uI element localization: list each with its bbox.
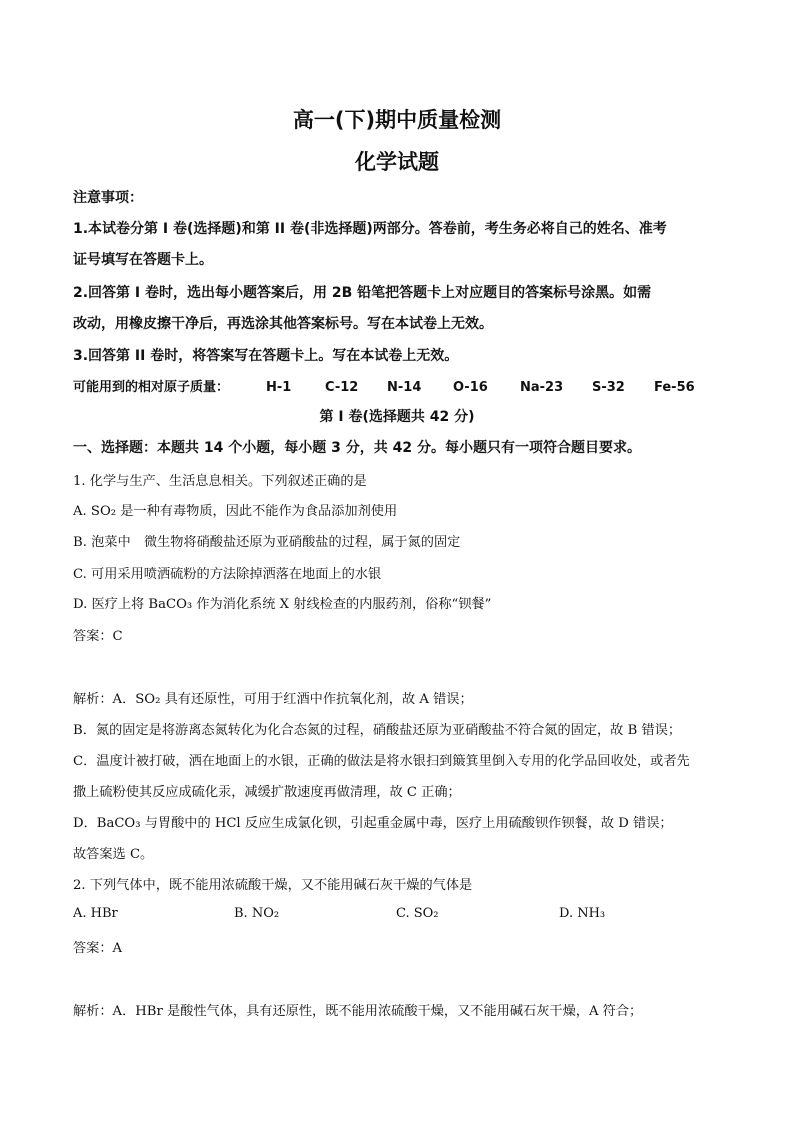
notes-heading: 注意事项：	[73, 190, 143, 206]
atomic-mass-item: S-32	[592, 380, 625, 395]
q2-answer: 答案：A	[73, 941, 123, 956]
exam-subtitle: 化学试题	[355, 150, 439, 174]
q1-stem: 1. 化学与生产、生活息息相关。下列叙述正确的是	[73, 474, 367, 489]
atomic-mass-item: N-14	[387, 380, 422, 395]
q2-explanation-a: 解析：A．HBr 是酸性气体，具有还原性，既不能用浓硫酸干燥，又不能用碱石灰干燥，A 符合；	[73, 1004, 643, 1019]
q1-option-b: B. 泡菜中 微生物将硝酸盐还原为亚硝酸盐的过程，属于氮的固定	[73, 535, 461, 550]
q2-option-c: C. SO₂	[396, 906, 439, 921]
q1-explanation-a: 解析：A．SO₂ 具有还原性，可用于红酒中作抗氧化剂，故 A 错误；	[73, 692, 473, 707]
note-2-line-2: 改动，用橡皮擦干净后，再选涂其他答案标号。写在本试卷上无效。	[73, 316, 493, 332]
q1-answer: 答案：C	[73, 629, 123, 644]
atomic-mass-item: Na-23	[520, 380, 564, 395]
atomic-mass-item: O-16	[453, 380, 488, 395]
note-2-line-1: 2.回答第 I 卷时，选出每小题答案后，用 2B 铅笔把答题卡上对应题目的答案标号涂黑。如需	[73, 285, 652, 301]
part-title: 一、选择题：本题共 14 个小题，每小题 3 分，共 42 分。每小题只有一项符合题目要求。	[73, 440, 641, 456]
q1-option-a: A. SO₂ 是一种有毒物质，因此不能作为食品添加剂使用	[73, 504, 398, 519]
q2-stem: 2. 下列气体中，既不能用浓硫酸干燥，又不能用碱石灰干燥的气体是	[73, 878, 473, 893]
q1-explanation-d: D．BaCO₃ 与胃酸中的 HCl 反应生成氯化钡，引起重金属中毒，医疗上用硫酸钡作钡餐，故 D 错误；	[73, 816, 673, 831]
q1-conclusion: 故答案选 C。	[73, 847, 154, 862]
volume-title: 第 I 卷(选择题共 42 分)	[319, 409, 475, 425]
exam-title: 高一(下)期中质量检测	[292, 108, 502, 132]
atomic-mass-row	[73, 376, 695, 395]
atomic-mass-item: Fe-56	[654, 380, 695, 395]
note-3: 3.回答第 II 卷时，将答案写在答题卡上。写在本试卷上无效。	[73, 348, 459, 364]
q1-explanation-c-line-2: 撒上硫粉使其反应成硫化汞，减缓扩散速度再做清理，故 C 正确；	[73, 785, 461, 800]
atomic-mass-item: C-12	[325, 380, 359, 395]
q1-explanation-b: B．氮的固定是将游离态氮转化为化合态氮的过程，硝酸盐还原为亚硝酸盐不符合氮的固定，故 B 错误；	[73, 723, 682, 738]
q2-option-d: D. NH₃	[559, 906, 606, 921]
q1-explanation-c-line-1: C．温度计被打破，洒在地面上的水银，正确的做法是将水银扫到簸箕里倒入专用的化学品回收处，或者先	[73, 754, 690, 769]
atomic-mass-item: H-1	[266, 380, 292, 395]
note-1-line-2: 证号填写在答题卡上。	[73, 252, 213, 268]
q1-option-d: D. 医疗上将 BaCO₃ 作为消化系统 X 射线检查的内服药剂，俗称“钡餐”	[73, 597, 492, 612]
note-1-line-1: 1.本试卷分第 I 卷(选择题)和第 II 卷(非选择题)两部分。答卷前，考生务必将自己的姓名、准考	[73, 221, 667, 237]
atomic-mass-label: 可能用到的相对原子质量：	[73, 380, 230, 395]
q2-option-a: A. HBr	[73, 906, 118, 921]
q2-option-b: B. NO₂	[234, 906, 280, 921]
q1-option-c: C. 可用采用喷洒硫粉的方法除掉洒落在地面上的水银	[73, 567, 382, 582]
